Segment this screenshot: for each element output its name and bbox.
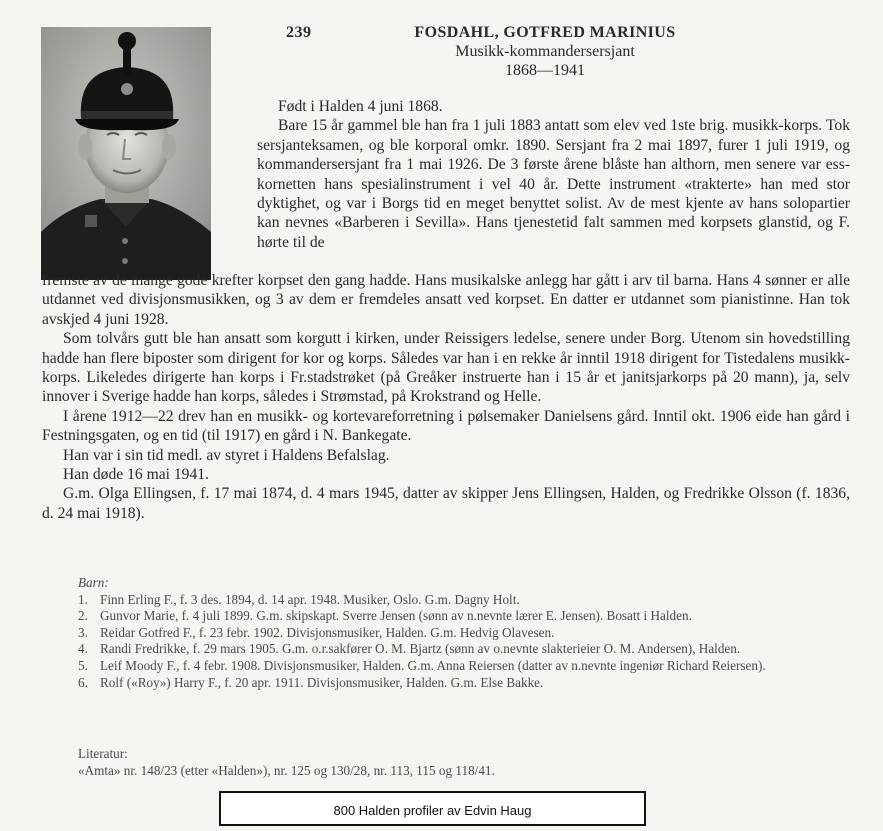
list-item (78, 641, 798, 658)
list-item (78, 658, 798, 675)
biography-beside-photo (257, 97, 850, 252)
person-years: 1868—1941 (505, 62, 585, 79)
person-name: FOSDAHL, GOTFRED MARINIUS (414, 24, 676, 41)
children-section (78, 575, 798, 691)
list-item-number: 6. (78, 674, 88, 690)
source-caption: 800 Halden profiler av Edvin Haug (219, 791, 646, 826)
list-item-text: Finn Erling F., f. 3 des. 1894, d. 14 apr. 1948. Musiker, Oslo. G.m. Dagny Holt. (100, 591, 520, 607)
children-title: Barn: (78, 575, 109, 590)
bio-paragraph: I årene 1912—22 drev han en musikk- og kortevareforretning i pølsemaker Danielsens gård. Inntil okt. 1906 eide han gård i Festningsgaten, og en tid (til 1917) en gård i N. Bankegate. (42, 407, 850, 445)
list-item-text: Reidar Gotfred F., f. 23 febr. 1902. Divisjonsmusiker, Halden. G.m. Hedvig Olavesen. (100, 624, 555, 640)
bio-paragraph: G.m. Olga Ellingsen, f. 17 mai 1874, d. 4 mars 1945, datter av skipper Jens Ellingsen, Halden, og Fredrikke Olsson (f. 1836, d. 24 mai 1918). (42, 485, 850, 522)
list-item-text: Leif Moody F., f. 4 febr. 1908. Divisjonsmusiker, Halden. G.m. Anna Reiersen (datter av n.nevnte ingeniør Richard Reiersen). (100, 657, 766, 673)
list-item-text: Randi Fredrikke, f. 29 mars 1905. G.m. o.r.sakfører O. M. Bjartz (sønn av o.nevnte slakterieier O. M. Andersen), Halden. (100, 641, 741, 657)
list-item-number: 3. (78, 624, 88, 640)
bio-paragraph: fremste av de mange gode krefter korpset den gang hadde. Hans musikalske anlegg har gått i arv til barna. Hans 4 sønner er alle utdannet ved divisjonsmusikken, og 3 av dem er fremdeles ansatt ved korpset. En datter er utdannet som pianistinne. Han tok avskjed 4 juni 1928. (42, 272, 850, 328)
list-item-text: Rolf («Roy») Harry F., f. 20 apr. 1911. Divisjonsmusiker, Halden. G.m. Else Bakke. (100, 674, 544, 690)
bio-paragraph: Han døde 16 mai 1941. (63, 466, 209, 484)
biography-full-width (42, 271, 850, 523)
bio-paragraph: Som tolvårs gutt ble han ansatt som korgutt i kirken, under Reissigers ledelse, senere under Borg. Utenom sin hovedstilling hadde han flere biposter som dirigent for kor og korps. Således var han i en rekke år inntil 1918 dirigent for Tistedalens musikk-korps. Likeledes dirigerte han korps i Fr.stadstrøket (på Greåker instruerte han i 15 år et janitsjarkorps på 20 mann), ja, selv innover i Sverige hadde han korps, således i Strømstad, på Krokstrand og Helle. (42, 330, 850, 406)
bio-paragraph: Født i Halden 4 juni 1868. (278, 98, 443, 115)
portrait-photo (41, 27, 211, 280)
literature-title: Literatur: (78, 746, 128, 761)
entry-number: 239 (286, 24, 312, 41)
list-item (78, 592, 798, 609)
bio-paragraph: Bare 15 år gammel ble han fra 1 juli 1883 antatt som elev ved 1ste brig. musikk-korps. Tok sersjanteksamen, og ble korporal omkr. 1890. Sersjant fra 2 mai 1897, furer 1 juli 1919, og kommandersersjant fra 1 mai 1926. De 3 første årene blåste han althorn, men senere var ess-kornetten hans spesialinstrument i vel 40 år. Dette instrument «trakterte» han med stor dyktighet, og var i Borgs tid en meget benyttet solist. Av de mest kjente av hans solopartier kan nevnes «Barberen i Sevilla». Hans tjenestetid falt sammen med korpsets glanstid, og F. hørte til de (257, 117, 850, 251)
list-item-number: 2. (78, 608, 88, 624)
literature-section (78, 745, 798, 779)
list-item (78, 625, 798, 642)
list-item-number: 4. (78, 641, 88, 657)
bio-paragraph: Han var i sin tid medl. av styret i Haldens Befalslag. (63, 446, 390, 464)
list-item-text: Gunvor Marie, f. 4 juli 1899. G.m. skipskapt. Sverre Jensen (sønn av n.nevnte lærer E. Jensen). Bosatt i Halden. (100, 608, 692, 624)
literature-text: «Amta» nr. 148/23 (etter «Halden»), nr. 125 og 130/28, nr. 113, 115 og 118/41. (78, 763, 495, 778)
person-rank: Musikk-kommandersersjant (455, 43, 635, 60)
list-item-number: 5. (78, 657, 88, 673)
list-item (78, 675, 798, 692)
list-item (78, 608, 798, 625)
list-item-number: 1. (78, 591, 88, 607)
